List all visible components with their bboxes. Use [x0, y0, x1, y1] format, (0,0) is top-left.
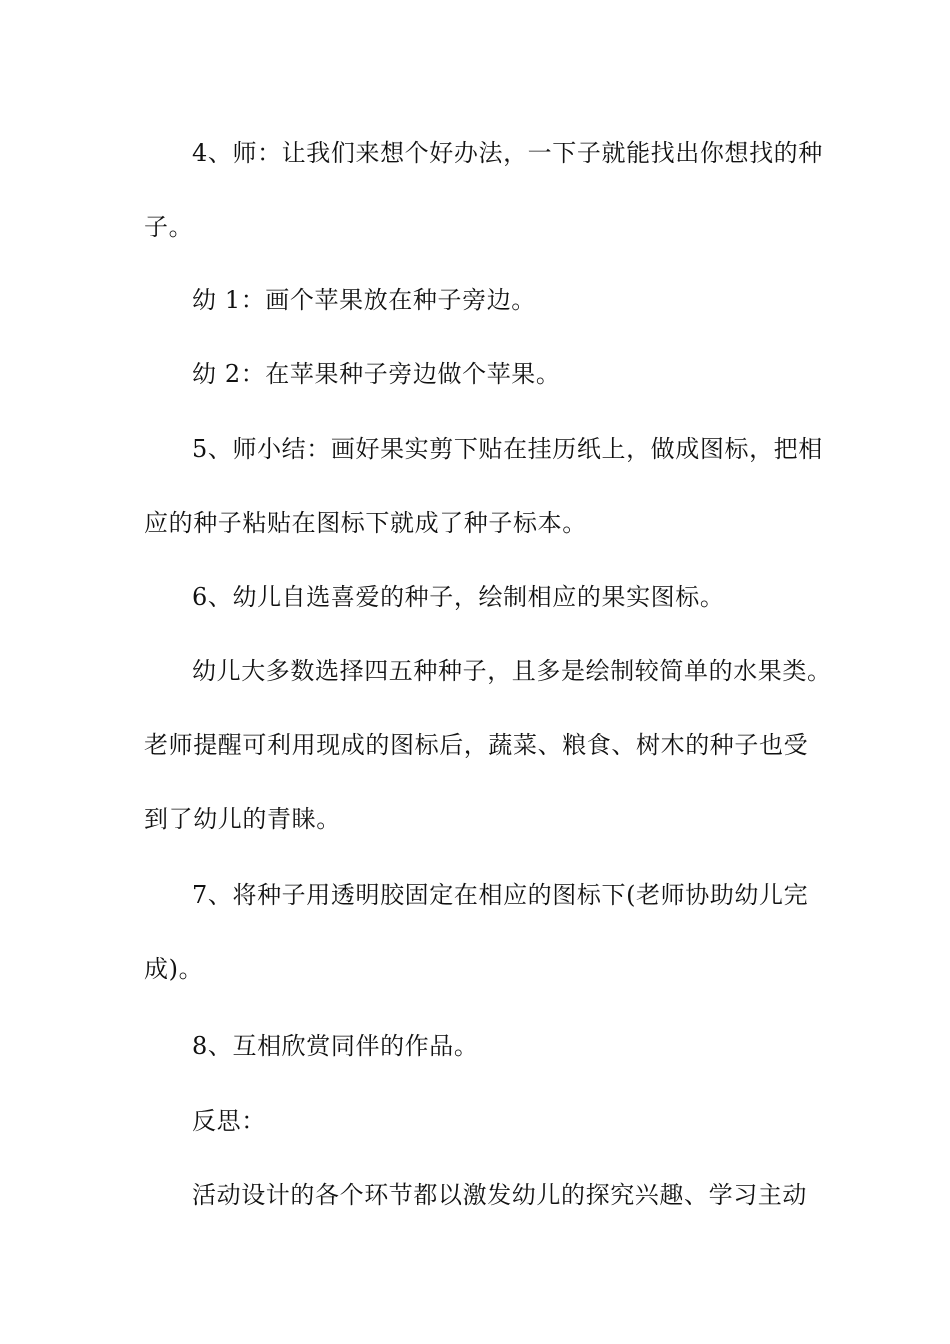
paragraph-line: 幼儿大多数选择四五种种子，且多是绘制较简单的水果类。	[192, 657, 832, 685]
section-heading: 反思：	[192, 1107, 266, 1135]
paragraph-line: 到了幼儿的青睐。	[144, 805, 341, 833]
paragraph-line: 6、幼儿自选喜爱的种子，绘制相应的果实图标。	[192, 583, 725, 611]
paragraph-line: 4、师：让我们来想个好办法，一下子就能找出你想找的种	[192, 139, 823, 167]
paragraph-line: 7、将种子用透明胶固定在相应的图标下(老师协助幼儿完	[192, 881, 809, 909]
paragraph-line: 子。	[144, 213, 194, 241]
paragraph-line: 幼 1：画个苹果放在种子旁边。	[192, 286, 536, 314]
paragraph-line: 8、互相欣赏同伴的作品。	[192, 1032, 479, 1060]
paragraph-line: 活动设计的各个环节都以激发幼儿的探究兴趣、学习主动	[192, 1181, 807, 1209]
paragraph-line: 成)。	[144, 955, 204, 983]
paragraph-line: 老师提醒可利用现成的图标后，蔬菜、粮食、树木的种子也受	[144, 731, 809, 759]
paragraph-line: 幼 2：在苹果种子旁边做个苹果。	[192, 360, 561, 388]
paragraph-line: 5、师小结：画好果实剪下贴在挂历纸上，做成图标，把相	[192, 435, 823, 463]
paragraph-line: 应的种子粘贴在图标下就成了种子标本。	[144, 509, 587, 537]
